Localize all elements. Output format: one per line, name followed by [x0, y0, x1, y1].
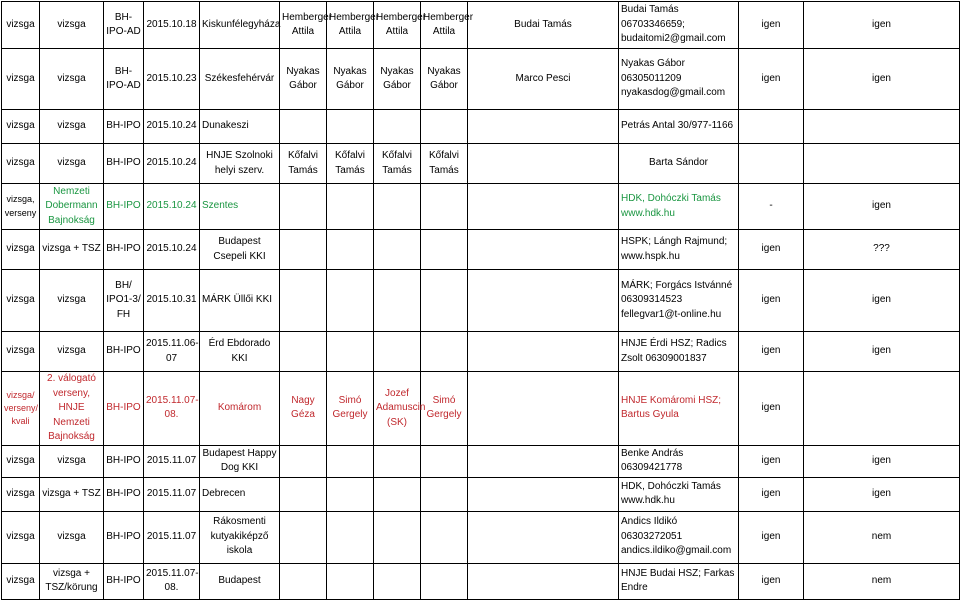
cell-judge-2: Hemberger Attila: [327, 2, 374, 49]
cell-organizer: Nyakas Gábor 06305011209 nyakasdog@gmail.com: [619, 49, 739, 110]
cell-flag-1: igen: [739, 372, 804, 446]
cell-location: Kiskunfélegyháza: [200, 2, 280, 49]
cell-judge-4: [421, 230, 468, 270]
cell-event: vizsga: [40, 49, 104, 110]
cell-location: Dunakeszi: [200, 110, 280, 144]
cell-judge-2: [327, 563, 374, 599]
cell-event: Nemzeti Dobermann Bajnokság: [40, 184, 104, 230]
cell-organizer: HNJE Érdi HSZ; Radics Zsolt 06309001837: [619, 332, 739, 372]
cell-date: 2015.11.07: [144, 477, 200, 511]
cell-event: vizsga + TSZ/körung: [40, 563, 104, 599]
cell-event: vizsga: [40, 332, 104, 372]
cell-judge-5: Budai Tamás: [468, 2, 619, 49]
cell-flag-1: igen: [739, 2, 804, 49]
cell-flag-2: nem: [804, 511, 960, 563]
cell-judge-4: Kőfalvi Tamás: [421, 144, 468, 184]
cell-judge-1: Nagy Géza: [280, 372, 327, 446]
cell-judge-5: [468, 144, 619, 184]
cell-date: 2015.11.07: [144, 511, 200, 563]
cell-date: 2015.11.07-08.: [144, 372, 200, 446]
cell-event: vizsga: [40, 445, 104, 477]
cell-organizer: Petrás Antal 30/977-1166: [619, 110, 739, 144]
cell-flag-1: igen: [739, 230, 804, 270]
cell-judge-1: [280, 511, 327, 563]
table-row: [2, 477, 960, 511]
cell-date: 2015.11.06-07: [144, 332, 200, 372]
cell-type: vizsga: [2, 477, 40, 511]
cell-judge-3: Hemberger Attila: [374, 2, 421, 49]
cell-date: 2015.10.31: [144, 270, 200, 332]
cell-organizer: Budai Tamás 06703346659; budaitomi2@gmail.com: [619, 2, 739, 49]
table-row: [2, 110, 960, 144]
cell-judge-1: Nyakas Gábor: [280, 49, 327, 110]
cell-flag-1: -: [739, 184, 804, 230]
cell-location: HNJE Szolnoki helyi szerv.: [200, 144, 280, 184]
cell-event: vizsga: [40, 110, 104, 144]
cell-judge-1: [280, 110, 327, 144]
cell-type: vizsga: [2, 445, 40, 477]
cell-organizer: HSPK; Lángh Rajmund; www.hspk.hu: [619, 230, 739, 270]
cell-judge-1: [280, 477, 327, 511]
cell-judge-5: [468, 270, 619, 332]
cell-exam: BH-IPO: [104, 372, 144, 446]
cell-judge-3: [374, 563, 421, 599]
cell-judge-5: [468, 563, 619, 599]
cell-organizer: MÁRK; Forgács Istvánné 06309314523 fellegvar1@t-online.hu: [619, 270, 739, 332]
cell-judge-5: [468, 477, 619, 511]
cell-exam: BH-IPO: [104, 563, 144, 599]
cell-flag-1: igen: [739, 445, 804, 477]
cell-date: 2015.10.18: [144, 2, 200, 49]
cell-flag-2: [804, 110, 960, 144]
table-row: [2, 184, 960, 230]
cell-event: vizsga: [40, 511, 104, 563]
cell-flag-2: igen: [804, 184, 960, 230]
cell-type: vizsga: [2, 230, 40, 270]
cell-location: Komárom: [200, 372, 280, 446]
cell-judge-5: Marco Pesci: [468, 49, 619, 110]
table-row: [2, 49, 960, 110]
cell-organizer: Benke András 06309421778: [619, 445, 739, 477]
cell-location: Budapest: [200, 563, 280, 599]
cell-judge-3: [374, 332, 421, 372]
cell-date: 2015.10.24: [144, 230, 200, 270]
cell-type: vizsga: [2, 332, 40, 372]
table-row: [2, 511, 960, 563]
cell-flag-2: igen: [804, 477, 960, 511]
cell-judge-1: [280, 184, 327, 230]
table-row: [2, 2, 960, 49]
cell-judge-2: [327, 477, 374, 511]
cell-judge-3: [374, 445, 421, 477]
cell-date: 2015.10.24: [144, 110, 200, 144]
cell-judge-4: [421, 563, 468, 599]
cell-type: vizsga: [2, 563, 40, 599]
cell-type: vizsga/ verseny/ kvali: [2, 372, 40, 446]
cell-location: Székesfehérvár: [200, 49, 280, 110]
cell-exam: BH/ IPO1-3/ FH: [104, 270, 144, 332]
cell-judge-5: [468, 372, 619, 446]
cell-judge-2: [327, 445, 374, 477]
cell-type: vizsga: [2, 110, 40, 144]
table-row: [2, 372, 960, 446]
cell-location: Szentes: [200, 184, 280, 230]
cell-judge-2: [327, 184, 374, 230]
cell-judge-5: [468, 230, 619, 270]
cell-location: Budapest Csepeli KKI: [200, 230, 280, 270]
table-row: [2, 230, 960, 270]
cell-event: vizsga + TSZ: [40, 477, 104, 511]
cell-flag-1: igen: [739, 511, 804, 563]
cell-flag-2: igen: [804, 332, 960, 372]
cell-judge-4: [421, 445, 468, 477]
cell-type: vizsga: [2, 511, 40, 563]
cell-flag-2: igen: [804, 445, 960, 477]
cell-flag-1: igen: [739, 563, 804, 599]
cell-organizer: HNJE Komáromi HSZ; Bartus Gyula: [619, 372, 739, 446]
cell-type: vizsga: [2, 270, 40, 332]
cell-location: Debrecen: [200, 477, 280, 511]
cell-organizer: HNJE Budai HSZ; Farkas Endre: [619, 563, 739, 599]
cell-judge-4: Nyakas Gábor: [421, 49, 468, 110]
cell-judge-4: [421, 477, 468, 511]
cell-exam: BH-IPO: [104, 445, 144, 477]
cell-judge-3: Kőfalvi Tamás: [374, 144, 421, 184]
cell-judge-3: [374, 230, 421, 270]
table-row: [2, 144, 960, 184]
cell-organizer: HDK, Dohóczki Tamás www.hdk.hu: [619, 477, 739, 511]
cell-judge-2: [327, 511, 374, 563]
cell-judge-4: [421, 270, 468, 332]
cell-event: 2. válogató verseny, HNJE Nemzeti Bajnokság: [40, 372, 104, 446]
cell-judge-5: [468, 110, 619, 144]
cell-flag-2: [804, 372, 960, 446]
cell-judge-3: Nyakas Gábor: [374, 49, 421, 110]
cell-location: Rákosmenti kutyakiképző iskola: [200, 511, 280, 563]
cell-judge-3: [374, 270, 421, 332]
cell-judge-3: [374, 110, 421, 144]
cell-judge-4: [421, 110, 468, 144]
cell-judge-3: Jozef Adamuscin (SK): [374, 372, 421, 446]
cell-flag-2: igen: [804, 270, 960, 332]
cell-judge-1: [280, 563, 327, 599]
cell-exam: BH-IPO: [104, 477, 144, 511]
cell-judge-5: [468, 184, 619, 230]
cell-judge-3: [374, 511, 421, 563]
cell-flag-1: igen: [739, 477, 804, 511]
cell-judge-4: Hemberger Attila: [421, 2, 468, 49]
cell-judge-4: [421, 184, 468, 230]
cell-exam: BH-IPO-AD: [104, 49, 144, 110]
cell-exam: BH-IPO: [104, 511, 144, 563]
cell-judge-5: [468, 332, 619, 372]
table-row: [2, 270, 960, 332]
cell-date: 2015.11.07-08.: [144, 563, 200, 599]
cell-event: vizsga + TSZ: [40, 230, 104, 270]
cell-flag-2: [804, 144, 960, 184]
cell-flag-2: nem: [804, 563, 960, 599]
cell-judge-1: Hemberger Attila: [280, 2, 327, 49]
cell-judge-2: [327, 230, 374, 270]
cell-flag-1: [739, 144, 804, 184]
cell-judge-1: [280, 445, 327, 477]
cell-judge-1: [280, 332, 327, 372]
cell-exam: BH-IPO: [104, 230, 144, 270]
table-row: [2, 332, 960, 372]
cell-judge-1: [280, 270, 327, 332]
cell-judge-4: [421, 511, 468, 563]
cell-judge-2: [327, 270, 374, 332]
cell-date: 2015.10.24: [144, 144, 200, 184]
cell-judge-2: [327, 110, 374, 144]
cell-type: vizsga, verseny: [2, 184, 40, 230]
cell-location: MÁRK Üllői KKI: [200, 270, 280, 332]
cell-event: vizsga: [40, 144, 104, 184]
cell-organizer: Andics Ildikó 06303272051 andics.ildiko@gmail.com: [619, 511, 739, 563]
cell-exam: BH-IPO: [104, 332, 144, 372]
cell-judge-4: [421, 332, 468, 372]
cell-judge-5: [468, 511, 619, 563]
cell-date: 2015.11.07: [144, 445, 200, 477]
cell-location: Budapest Happy Dog KKI: [200, 445, 280, 477]
event-table: [1, 1, 960, 600]
cell-flag-2: igen: [804, 49, 960, 110]
cell-exam: BH-IPO: [104, 110, 144, 144]
table-row: [2, 445, 960, 477]
cell-flag-2: ???: [804, 230, 960, 270]
cell-exam: BH-IPO-AD: [104, 2, 144, 49]
cell-judge-3: [374, 184, 421, 230]
cell-flag-1: [739, 110, 804, 144]
cell-flag-1: igen: [739, 49, 804, 110]
table-row: [2, 563, 960, 599]
cell-type: vizsga: [2, 144, 40, 184]
cell-type: vizsga: [2, 2, 40, 49]
cell-type: vizsga: [2, 49, 40, 110]
cell-flag-1: igen: [739, 332, 804, 372]
cell-location: Érd Ebdorado KKI: [200, 332, 280, 372]
cell-judge-2: Kőfalvi Tamás: [327, 144, 374, 184]
cell-judge-2: Nyakas Gábor: [327, 49, 374, 110]
cell-organizer: Barta Sándor: [619, 144, 739, 184]
cell-flag-2: igen: [804, 2, 960, 49]
cell-judge-2: [327, 332, 374, 372]
cell-judge-2: Simó Gergely: [327, 372, 374, 446]
cell-exam: BH-IPO: [104, 144, 144, 184]
cell-flag-1: igen: [739, 270, 804, 332]
cell-judge-5: [468, 445, 619, 477]
cell-judge-3: [374, 477, 421, 511]
cell-judge-4: Simó Gergely: [421, 372, 468, 446]
cell-judge-1: [280, 230, 327, 270]
cell-date: 2015.10.24: [144, 184, 200, 230]
cell-judge-1: Kőfalvi Tamás: [280, 144, 327, 184]
cell-event: vizsga: [40, 270, 104, 332]
cell-date: 2015.10.23: [144, 49, 200, 110]
cell-exam: BH-IPO: [104, 184, 144, 230]
cell-organizer: HDK, Dohóczki Tamás www.hdk.hu: [619, 184, 739, 230]
cell-event: vizsga: [40, 2, 104, 49]
